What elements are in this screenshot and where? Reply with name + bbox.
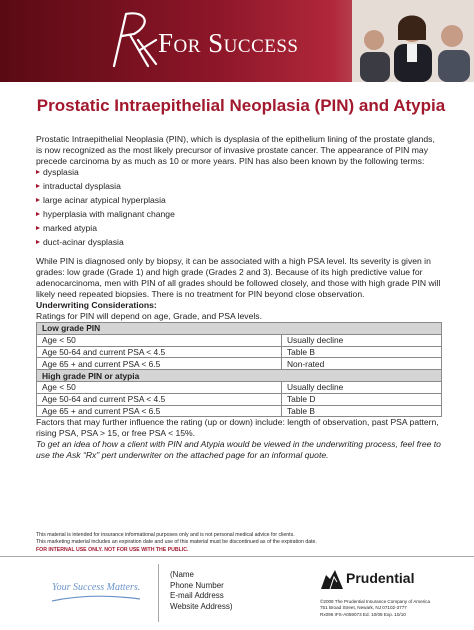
contact-line: (Name (170, 570, 195, 579)
footer-divider (0, 556, 474, 557)
group-heading: High grade PIN or atypia (37, 370, 442, 382)
tagline-swoosh-icon (50, 594, 142, 604)
table-row (37, 334, 442, 346)
page-title: Prostatic Intraepithelial Neoplasia (PIN) and Atypia (36, 96, 446, 115)
legal-line: Rx096 IFS-A059073 Ed. 10/08 Exp. 10/10 (320, 611, 406, 617)
table-row (37, 346, 442, 358)
rock-logo-icon (320, 568, 344, 590)
table-row (37, 381, 442, 393)
table-group-header (37, 323, 442, 335)
rating-cell: Table D (282, 393, 442, 405)
closing-paragraph: To get an idea of how a client with PIN and Atypia would be viewed in the underwriting process, feel free to use the Ask “Rx” pert underwriter on the attached page for an informal quote. (36, 439, 441, 461)
ratings-intro: Ratings for PIN will depend on age, Grade, and PSA levels. (36, 311, 262, 321)
rating-cell: Table B (282, 405, 442, 417)
banner-title-text: For Success (158, 28, 299, 58)
rating-cell: Usually decline (282, 381, 442, 393)
list-item: dysplasia (36, 167, 442, 181)
document-body (36, 134, 442, 461)
tagline: Your Success Matters. (52, 582, 141, 593)
underwriting-heading: Underwriting Considerations: (36, 300, 157, 310)
legal-line: 751 Broad Street, Newark, NJ 07102-3777 (320, 605, 407, 611)
disclaimer-line: This marketing material includes an expiration date and use of this material must be discontinued as of the expiration date. (36, 539, 317, 546)
internal-use-notice: FOR INTERNAL USE ONLY. NOT FOR USE WITH THE PUBLIC. (36, 546, 189, 553)
factors-paragraph: Factors that may further influence the rating (up or down) include: length of observation, past PSA pattern, rising PSA, PSA > 15, or free PSA < 15%. (36, 417, 439, 439)
grade-paragraph: While PIN is diagnosed only by biopsy, it can be associated with a high PSA level. Its severity is given in grades: low grade (Grade 1) and high grade (Grades 2 and 3). Because of its high predictive value for adenocarcinoma, men with PIN of all grades should be followed closely, and those with high grade PIN will likely need repeated biopsies. There is no treatment for PIN beyond close observation. (36, 256, 441, 299)
contact-line: Phone Number (170, 580, 224, 590)
contact-line: E-mail Address (170, 591, 224, 600)
list-item: hyperplasia with malignant change (36, 209, 442, 223)
table-row (37, 405, 442, 417)
condition-cell: Age 50-64 and current PSA < 4.5 (37, 393, 282, 405)
table-row (37, 358, 442, 370)
list-item: marked atypia (36, 223, 442, 237)
table-group-header (37, 370, 442, 382)
ratings-table (36, 322, 442, 417)
legal-line: ©2008 The Prudential Insurance Company of America (320, 599, 431, 604)
contact-line: Website Address) (170, 601, 233, 611)
terms-list (36, 167, 442, 251)
rating-cell: Table B (282, 346, 442, 358)
condition-cell: Age 50-64 and current PSA < 4.5 (37, 346, 282, 358)
business-people-photo (352, 0, 474, 82)
footer-vertical-divider (158, 564, 159, 622)
rating-cell: Non-rated (282, 358, 442, 370)
rx-logo-icon (100, 6, 162, 72)
list-item: duct-acinar dysplasia (36, 237, 442, 251)
agent-contact-block (170, 570, 233, 612)
legal-block (320, 599, 430, 618)
group-heading: Low grade PIN (37, 323, 442, 335)
condition-cell: Age < 50 (37, 381, 282, 393)
rating-cell: Usually decline (282, 334, 442, 346)
list-item: intraductal dysplasia (36, 181, 442, 195)
condition-cell: Age < 50 (37, 334, 282, 346)
list-item: large acinar atypical hyperplasia (36, 195, 442, 209)
table-row (37, 393, 442, 405)
intro-paragraph: Prostatic Intraepithelial Neoplasia (PIN), which is dysplasia of the epithelium lining of the prostate glands, is now recognized as the most likely precursor of invasive prostate cancer. The appearance of PIN may precede carcinoma by as much as 10 or more years. PIN has also been known by the following terms: (36, 134, 435, 166)
condition-cell: Age 65 + and current PSA < 6.5 (37, 405, 282, 417)
banner-title (158, 28, 298, 59)
condition-cell: Age 65 + and current PSA < 6.5 (37, 358, 282, 370)
brand-name: Prudential (346, 570, 415, 586)
header-banner (0, 0, 474, 82)
disclaimer-line: This material is intended for insurance informational purposes only and is not personal medical advice for clients. (36, 532, 295, 538)
disclaimer (36, 532, 442, 554)
